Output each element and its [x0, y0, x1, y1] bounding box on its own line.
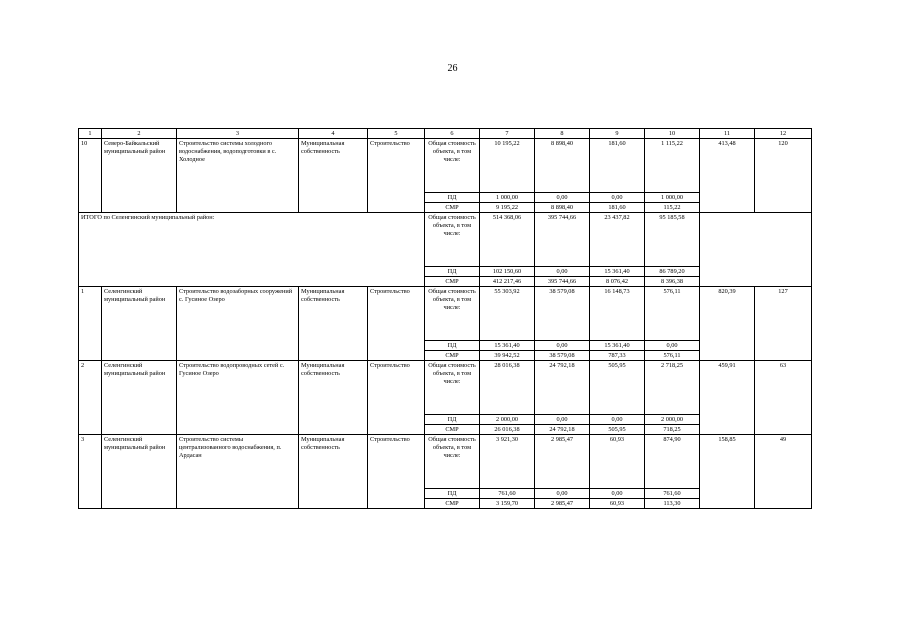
value-cell: 0,00	[535, 193, 590, 203]
value-cell: 60,93	[590, 435, 645, 489]
program-table	[78, 128, 812, 509]
cost-label-cell: ПД	[425, 341, 480, 351]
value-cell: 15 361,40	[480, 341, 535, 351]
value-cell: 514 368,06	[480, 213, 535, 267]
header-row	[79, 129, 812, 139]
value-cell: 115,22	[645, 203, 700, 213]
value-cell: 0,00	[535, 489, 590, 499]
value-cell: 9 195,22	[480, 203, 535, 213]
value-cell: 2 985,47	[535, 499, 590, 509]
district-cell: Селенгинский муниципальный район	[102, 287, 177, 361]
cost-label-cell: Общая стоимость объекта, в том числе:	[425, 435, 480, 489]
header-cell: 5	[368, 129, 425, 139]
ownership-cell: Муниципальная собственность	[299, 435, 368, 509]
header-cell: 2	[102, 129, 177, 139]
object-row	[79, 139, 812, 193]
value-cell: 8 076,42	[590, 277, 645, 287]
value-cell: 505,95	[590, 361, 645, 415]
cost-label-cell: СМР	[425, 425, 480, 435]
object-row	[79, 287, 812, 341]
value-cell: 0,00	[645, 341, 700, 351]
value-cell: 15 361,40	[590, 267, 645, 277]
value-cell: 28 016,38	[480, 361, 535, 415]
cost-label-cell: СМР	[425, 499, 480, 509]
object-row	[79, 435, 812, 489]
value-cell: 718,25	[645, 425, 700, 435]
value-cell: 2 000,00	[480, 415, 535, 425]
page-number: 26	[447, 63, 458, 74]
cost-label-cell: ПД	[425, 415, 480, 425]
object-row	[79, 361, 812, 415]
header-cell: 1	[79, 129, 102, 139]
object-name-cell: Строительство системы холодного водоснабжения, водоподготовки в с. Холодное	[177, 139, 299, 213]
header-cell: 8	[535, 129, 590, 139]
cost-label-cell: Общая стоимость объекта, в том числе:	[425, 213, 480, 267]
row-number-cell: 3	[79, 435, 102, 509]
object-name-cell: Строительство водозаборных сооружений с. Гусиное Озеро	[177, 287, 299, 361]
value-cell: 459,91	[700, 361, 755, 435]
value-cell: 24 792,18	[535, 361, 590, 415]
cost-label-cell: Общая стоимость объекта, в том числе:	[425, 139, 480, 193]
value-cell: 24 792,18	[535, 425, 590, 435]
value-cell: 8 396,38	[645, 277, 700, 287]
value-cell: 874,90	[645, 435, 700, 489]
work-type-cell: Строительство	[368, 435, 425, 509]
object-name-cell: Строительство системы централизованного водоснабжения, п. Ардасан	[177, 435, 299, 509]
work-type-cell: Строительство	[368, 139, 425, 213]
value-cell: 102 150,60	[480, 267, 535, 277]
value-cell: 8 898,40	[535, 203, 590, 213]
cost-label-cell: ПД	[425, 489, 480, 499]
value-cell: 86 789,20	[645, 267, 700, 277]
object-name-cell: Строительство водопроводных сетей с. Гусиное Озеро	[177, 361, 299, 435]
value-cell: 0,00	[535, 267, 590, 277]
header-cell: 4	[299, 129, 368, 139]
value-cell: 16 148,73	[590, 287, 645, 341]
row-number-cell: 10	[79, 139, 102, 213]
value-cell: 10 195,22	[480, 139, 535, 193]
cost-label-cell: ПД	[425, 267, 480, 277]
value-cell: 412 217,46	[480, 277, 535, 287]
total-row	[79, 213, 812, 267]
value-cell: 1 115,22	[645, 139, 700, 193]
ownership-cell: Муниципальная собственность	[299, 139, 368, 213]
value-cell: 761,60	[480, 489, 535, 499]
value-cell: 26 016,38	[480, 425, 535, 435]
header-cell: 9	[590, 129, 645, 139]
district-cell: Селенгинский муниципальный район	[102, 435, 177, 509]
value-cell: 60,93	[590, 499, 645, 509]
value-cell: 181,60	[590, 203, 645, 213]
value-cell: 0,00	[535, 341, 590, 351]
district-cell: Селенгинский муниципальный район	[102, 361, 177, 435]
header-cell: 6	[425, 129, 480, 139]
value-cell: 787,33	[590, 351, 645, 361]
value-cell: 2 718,25	[645, 361, 700, 415]
value-cell: 3 159,70	[480, 499, 535, 509]
cost-label-cell: ПД	[425, 193, 480, 203]
value-cell: 761,60	[645, 489, 700, 499]
value-cell: 820,39	[700, 287, 755, 361]
value-cell: 95 185,58	[645, 213, 700, 267]
value-cell: 8 898,40	[535, 139, 590, 193]
district-cell: Северо-Байкальский муниципальный район	[102, 139, 177, 213]
cost-label-cell: СМР	[425, 351, 480, 361]
empty-cell	[700, 213, 812, 287]
value-cell: 576,11	[645, 287, 700, 341]
value-cell: 0,00	[535, 415, 590, 425]
value-cell: 3 921,30	[480, 435, 535, 489]
header-cell: 12	[755, 129, 812, 139]
header-cell: 7	[480, 129, 535, 139]
value-cell: 1 000,00	[480, 193, 535, 203]
header-cell: 11	[700, 129, 755, 139]
value-cell: 395 744,66	[535, 277, 590, 287]
ownership-cell: Муниципальная собственность	[299, 361, 368, 435]
value-cell: 0,00	[590, 489, 645, 499]
value-cell: 505,95	[590, 425, 645, 435]
header-cell: 10	[645, 129, 700, 139]
cost-label-cell: Общая стоимость объекта, в том числе:	[425, 287, 480, 341]
value-cell: 15 361,40	[590, 341, 645, 351]
value-cell: 63	[755, 361, 812, 435]
cost-label-cell: СМР	[425, 277, 480, 287]
work-type-cell: Строительство	[368, 361, 425, 435]
value-cell: 576,11	[645, 351, 700, 361]
value-cell: 0,00	[590, 415, 645, 425]
value-cell: 38 579,08	[535, 351, 590, 361]
value-cell: 181,60	[590, 139, 645, 193]
value-cell: 120	[755, 139, 812, 213]
value-cell: 2 985,47	[535, 435, 590, 489]
value-cell: 23 437,82	[590, 213, 645, 267]
value-cell: 38 579,08	[535, 287, 590, 341]
value-cell: 395 744,66	[535, 213, 590, 267]
work-type-cell: Строительство	[368, 287, 425, 361]
value-cell: 39 942,52	[480, 351, 535, 361]
value-cell: 2 000,00	[645, 415, 700, 425]
value-cell: 1 000,00	[645, 193, 700, 203]
value-cell: 158,85	[700, 435, 755, 509]
value-cell: 55 303,92	[480, 287, 535, 341]
value-cell: 113,30	[645, 499, 700, 509]
value-cell: 49	[755, 435, 812, 509]
value-cell: 0,00	[590, 193, 645, 203]
row-number-cell: 2	[79, 361, 102, 435]
value-cell: 413,48	[700, 139, 755, 213]
value-cell: 127	[755, 287, 812, 361]
cost-label-cell: СМР	[425, 203, 480, 213]
total-title-cell: ИТОГО по Селенгинский муниципальный район:	[79, 213, 425, 287]
ownership-cell: Муниципальная собственность	[299, 287, 368, 361]
cost-label-cell: Общая стоимость объекта, в том числе:	[425, 361, 480, 415]
row-number-cell: 1	[79, 287, 102, 361]
header-cell: 3	[177, 129, 299, 139]
